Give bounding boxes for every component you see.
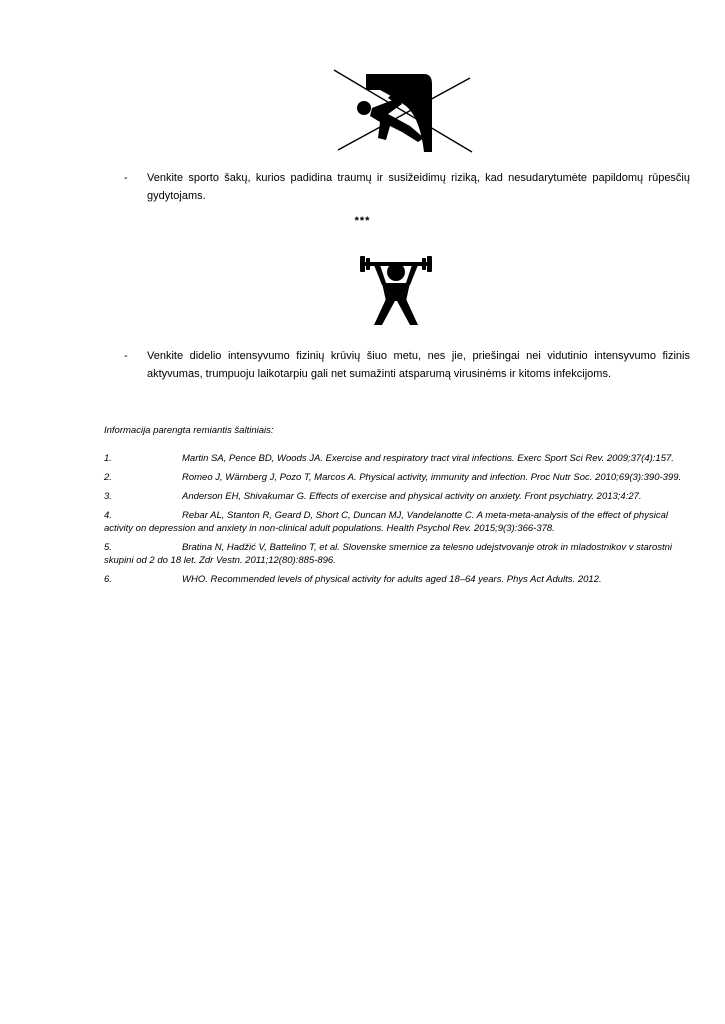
- reference-text: Rebar AL, Stanton R, Geard D, Short C, Duncan MJ, Vandelanotte C. A meta-meta-analysis of the effect of physical activity on depression and anxiety in non-clinical adult populations. Health Psychol Rev. 2015;9(3):366-378.: [104, 510, 668, 534]
- weightlifting-icon: [356, 253, 436, 327]
- reference-text: WHO. Recommended levels of physical activity for adults aged 18–64 years. Phys Act Adults. 2012.: [182, 574, 602, 585]
- bullet-dash: -: [124, 350, 128, 362]
- bullet-text: Venkite sporto šakų, kurios padidina traumų ir susižeidimų riziką, kad nesudarytumėte papildomų rūpesčių gydytojams.: [147, 172, 690, 202]
- reference-number: 3.: [104, 491, 112, 502]
- reference-item: [104, 509, 694, 535]
- reference-item: [104, 452, 694, 465]
- reference-item: [104, 471, 694, 484]
- no-climbing-icon: [332, 68, 474, 154]
- reference-list: [104, 452, 694, 592]
- reference-text: Romeo J, Wärnberg J, Pozo T, Marcos A. Physical activity, immunity and infection. Proc Nutr Soc. 2010;69(3):390-399.: [182, 472, 682, 483]
- reference-text: Bratina N, Hadžić V, Battelino T, et al. Slovenske smernice za telesno udejstvovanje otrok in mladostnikov v starostni skupini od 2 do 18 let. Zdr Vestn. 2011;12(80):885-896.: [104, 542, 673, 566]
- bullet-item: [124, 347, 690, 383]
- bullet-text: Venkite didelio intensyvumo fizinių krūvių šiuo metu, nes jie, priešingai nei vidutinio intensyvumo fizinis aktyvumas, trumpuoju laikotarpiu gali net sumažinti atsparumą virusinėms ir kitoms infekcijoms.: [147, 350, 690, 380]
- reference-number: 5.: [104, 542, 112, 553]
- reference-number: 4.: [104, 510, 112, 521]
- reference-number: 2.: [104, 472, 112, 483]
- reference-number: 6.: [104, 574, 112, 585]
- reference-text: Anderson EH, Shivakumar G. Effects of exercise and physical activity on anxiety. Front psychiatry. 2013;4:27.: [182, 491, 642, 502]
- reference-text: Martin SA, Pence BD, Woods JA. Exercise and respiratory tract viral infections. Exerc Sport Sci Rev. 2009;37(4):157.: [182, 453, 674, 464]
- section-separator: ***: [354, 215, 371, 227]
- reference-item: [104, 541, 694, 567]
- bullet-dash: -: [124, 172, 128, 184]
- reference-number: 1.: [104, 453, 112, 464]
- reference-item: [104, 573, 694, 586]
- reference-item: [104, 490, 694, 503]
- bullet-item: [124, 169, 690, 205]
- sources-title: Informacija parengta remiantis šaltiniais:: [104, 425, 274, 436]
